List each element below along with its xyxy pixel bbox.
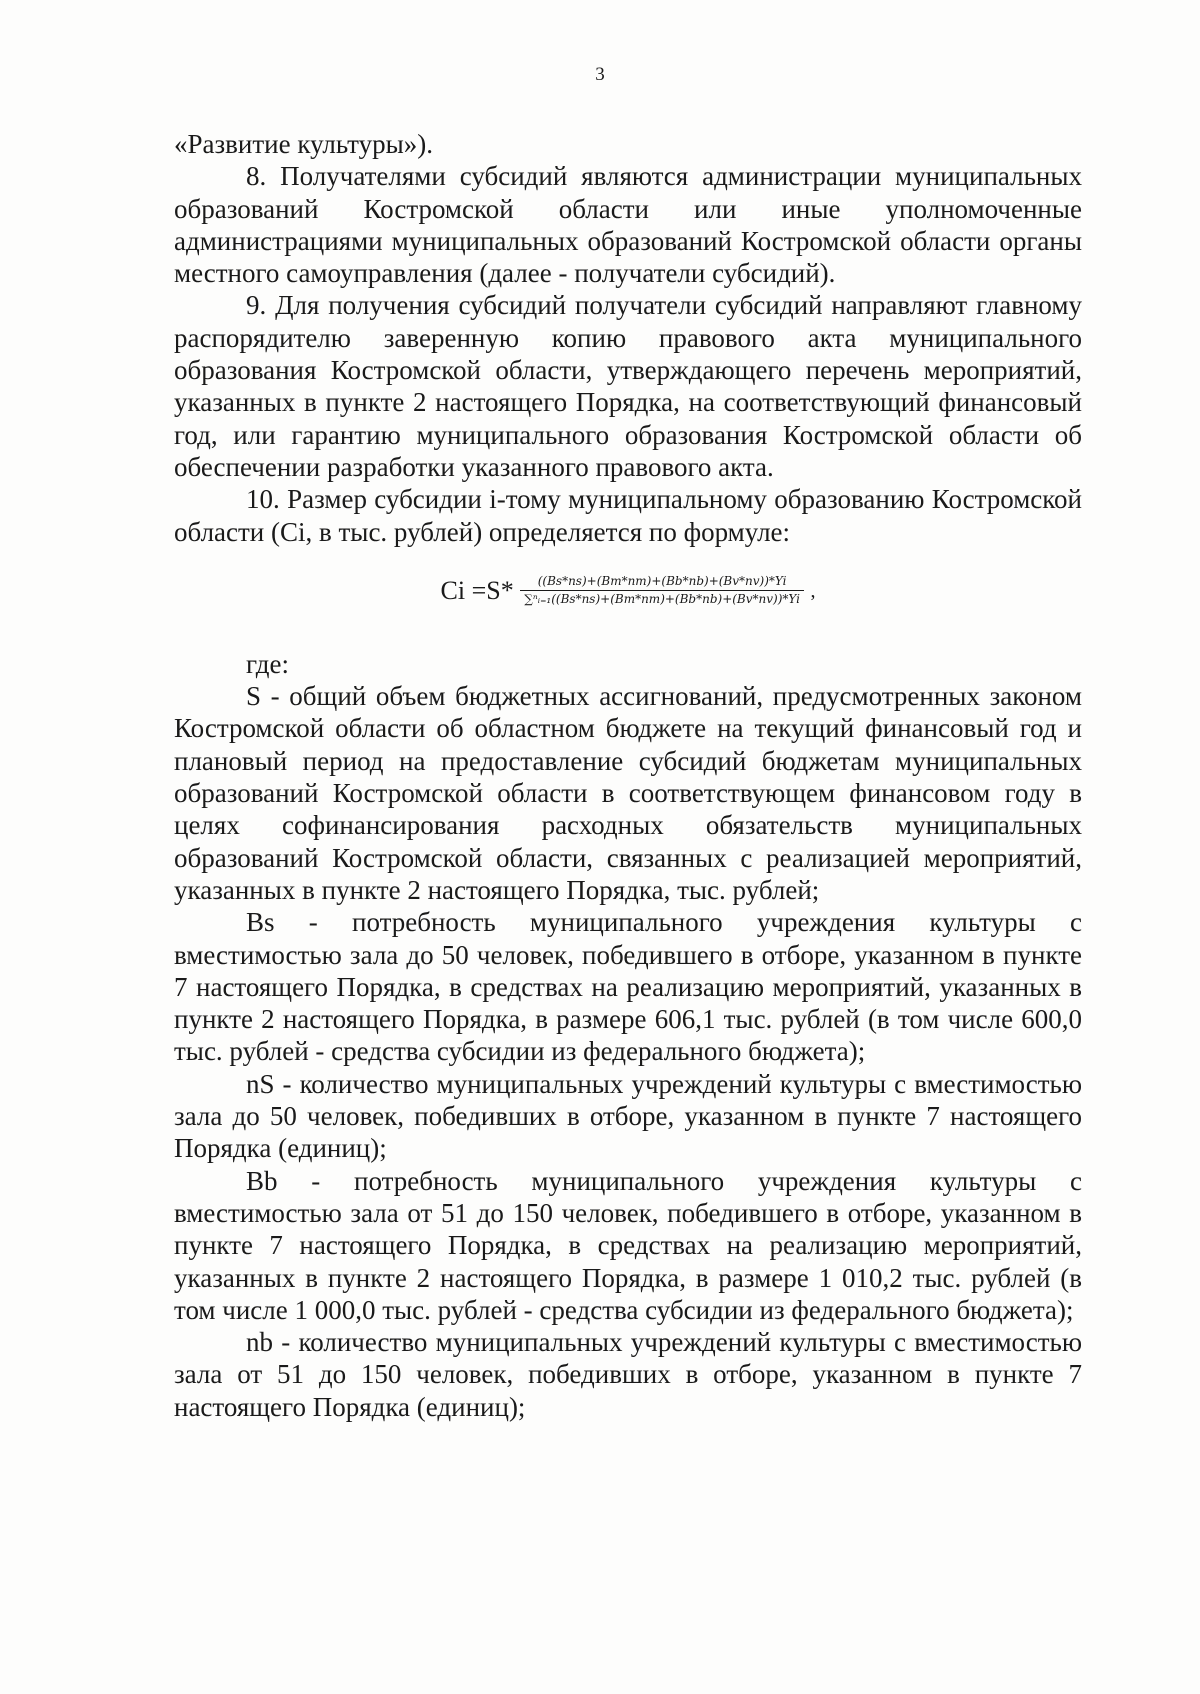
- formula-lhs: Ci =S: [440, 575, 501, 605]
- document-body: [174, 128, 1082, 1423]
- where-label: где:: [246, 648, 289, 679]
- formula-fraction: [520, 574, 804, 607]
- definition-ns: nS - количество муниципальных учреждений культуры с вместимостью зала до 50 человек, победивших в отборе, указанном в пункте 7 настоящего Порядка (единиц);: [174, 1068, 1082, 1164]
- formula-times: *: [500, 575, 514, 605]
- definition-nb: nb - количество муниципальных учреждений культуры с вместимостью зала от 51 до 150 человек, победивших в отборе, указанном в пункте 7 настоящего Порядка (единиц);: [174, 1327, 1082, 1422]
- paragraph-10: 10. Размер субсидии i-тому муниципальному образованию Костромской области (Ci, в тыс. рублей) определяется по формуле:: [174, 484, 1082, 547]
- subsidy-formula: [174, 574, 1082, 622]
- definition-s: S - общий объем бюджетных ассигнований, предусмотренных законом Костромской области об областном бюджете на текущий финансовый год и плановый период на предоставление субсидий бюджетам муниципальных образований Костромской области в соответствующем финансовом году в целях софинансирования расходных обязательств муниципальных образований Костромской области, связанных с реализацией мероприятий, указанных в пункте 2 настоящего Порядка, тыс. рублей;: [174, 681, 1082, 905]
- definition-bs: Bs - потребность муниципального учреждения культуры с вместимостью зала до 50 человек, победившего в отборе, указанном в пункте 7 настоящего Порядка, в средствах на реализацию мероприятий, указанных в пункте 2 настоящего Порядка, в размере 606,1 тыс. рублей (в том числе 600,0 тыс. рублей - средства субсидии из федерального бюджета);: [174, 907, 1082, 1067]
- definition-bb: Bb - потребность муниципального учреждения культуры с вместимостью зала от 51 до 150 человек, победившего в отборе, указанном в пункте 7 настоящего Порядка, в средствах на реализацию мероприятий, указанных в пункте 2 настоящего Порядка, в размере 1 010,2 тыс. рублей (в том числе 1 000,0 тыс. рублей - средства субсидии из федерального бюджета);: [174, 1165, 1082, 1325]
- formula-numerator: ((Bs*ns)+(Bm*nm)+(Bb*nb)+(Bv*nv))*Yi: [520, 574, 804, 591]
- formula-trailing-comma: ,: [810, 579, 816, 602]
- page-number: 3: [595, 64, 605, 85]
- paragraph-continuation: «Развитие культуры»).: [174, 129, 433, 159]
- paragraph-8: 8. Получателями субсидий являются администрации муниципальных образований Костромской области или иные уполномоченные администрациями муниципальных образований Костромской области органы местного самоуправления (далее - получатели субсидий).: [174, 161, 1082, 289]
- paragraph-9: 9. Для получения субсидий получатели субсидий направляют главному распорядителю заверенную копию правового акта муниципального образования Костромской области, утверждающего перечень мероприятий, указанных в пункте 2 настоящего Порядка, на соответствующий финансовый год, или гарантию муниципального образования Костромской области об обеспечении разработки указанного правового акта.: [174, 290, 1082, 482]
- formula-denominator: ∑ⁿᵢ₌₁((Bs*ns)+(Bm*nm)+(Bb*nb)+(Bv*nv))*Yi: [524, 592, 800, 607]
